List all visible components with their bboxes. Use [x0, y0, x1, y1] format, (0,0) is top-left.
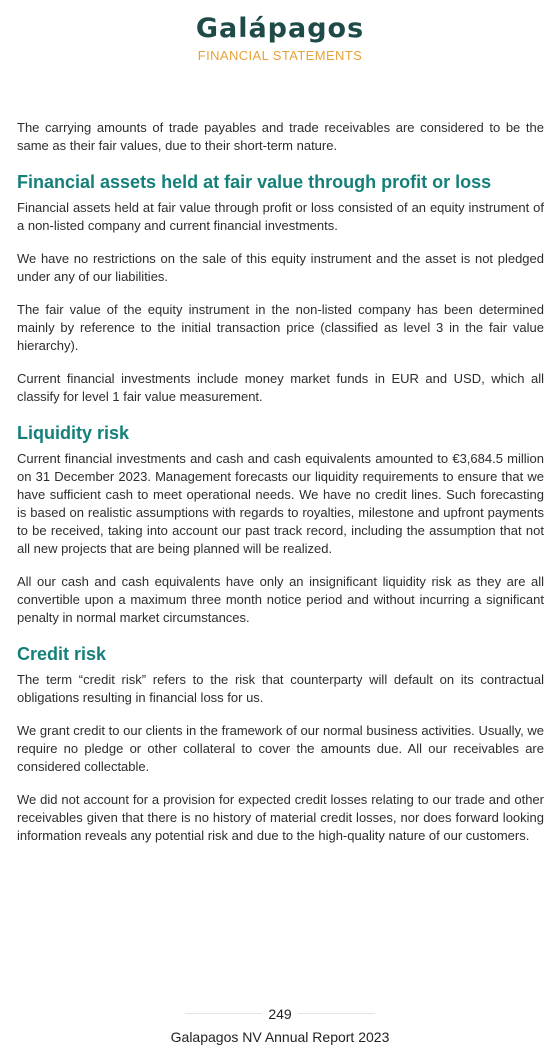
galapagos-logo: Galápagos — [195, 13, 365, 44]
heading-liquidity-risk: Liquidity risk — [17, 423, 130, 443]
document-body — [17, 119, 544, 860]
intro-paragraph: The carrying amounts of trade payables and trade receivables are considered to be the same as their fair values, due to their short-term nature. — [17, 120, 544, 153]
page-number: 249 — [262, 1005, 297, 1023]
heading-financial-assets: Financial assets held at fair value through profit or loss — [17, 172, 492, 192]
paragraph: We have no restrictions on the sale of this equity instrument and the asset is not pledged under any of our liabilities. — [17, 251, 544, 284]
paragraph: The term “credit risk” refers to the risk that counterparty will default on its contractual obligations resulting in financial loss for us. — [17, 672, 544, 705]
paragraph: All our cash and cash equivalents have only an insignificant liquidity risk as they are all convertible upon a maximum three month notice period and without incurring a significant penalty in normal market circumstances. — [17, 574, 544, 625]
paragraph: Current financial investments and cash and cash equivalents amounted to €3,684.5 million on 31 December 2023. Management forecasts our liquidity requirements to ensure that we have sufficient cash to meet operational needs. We have no credit lines. Such forecasting is based on realistic assumptions with regards to royalties, milestone and upfront payments to be received, taking into account our past track record, including the assumption that not all new projects that are being planned will be realized. — [17, 451, 544, 556]
report-title: Galapagos NV Annual Report 2023 — [170, 1029, 390, 1045]
page-footer — [0, 1004, 560, 1046]
paragraph: We did not account for a provision for expected credit losses relating to our trade and other receivables given that there is no history of material credit losses, nor does forward looking information reveals any potential risk and due to the high-quality nature of our customers. — [17, 792, 544, 843]
paragraph: Current financial investments include money market funds in EUR and USD, which all classify for level 1 fair value measurement. — [17, 371, 544, 404]
paragraph: We grant credit to our clients in the framework of our normal business activities. Usually, we require no pledge or other collateral to cover the amounts due. All our receivables are considered collectable. — [17, 723, 544, 774]
section-label: FINANCIAL STATEMENTS — [197, 48, 363, 63]
heading-credit-risk: Credit risk — [17, 644, 107, 664]
paragraph: Financial assets held at fair value through profit or loss consisted of an equity instrument of a non-listed company and current financial investments. — [17, 200, 544, 233]
paragraph: The fair value of the equity instrument in the non-listed company has been determined mainly by reference to the initial transaction price (classified as level 3 in the fair value hierarchy). — [17, 302, 544, 353]
page-header — [0, 0, 560, 63]
